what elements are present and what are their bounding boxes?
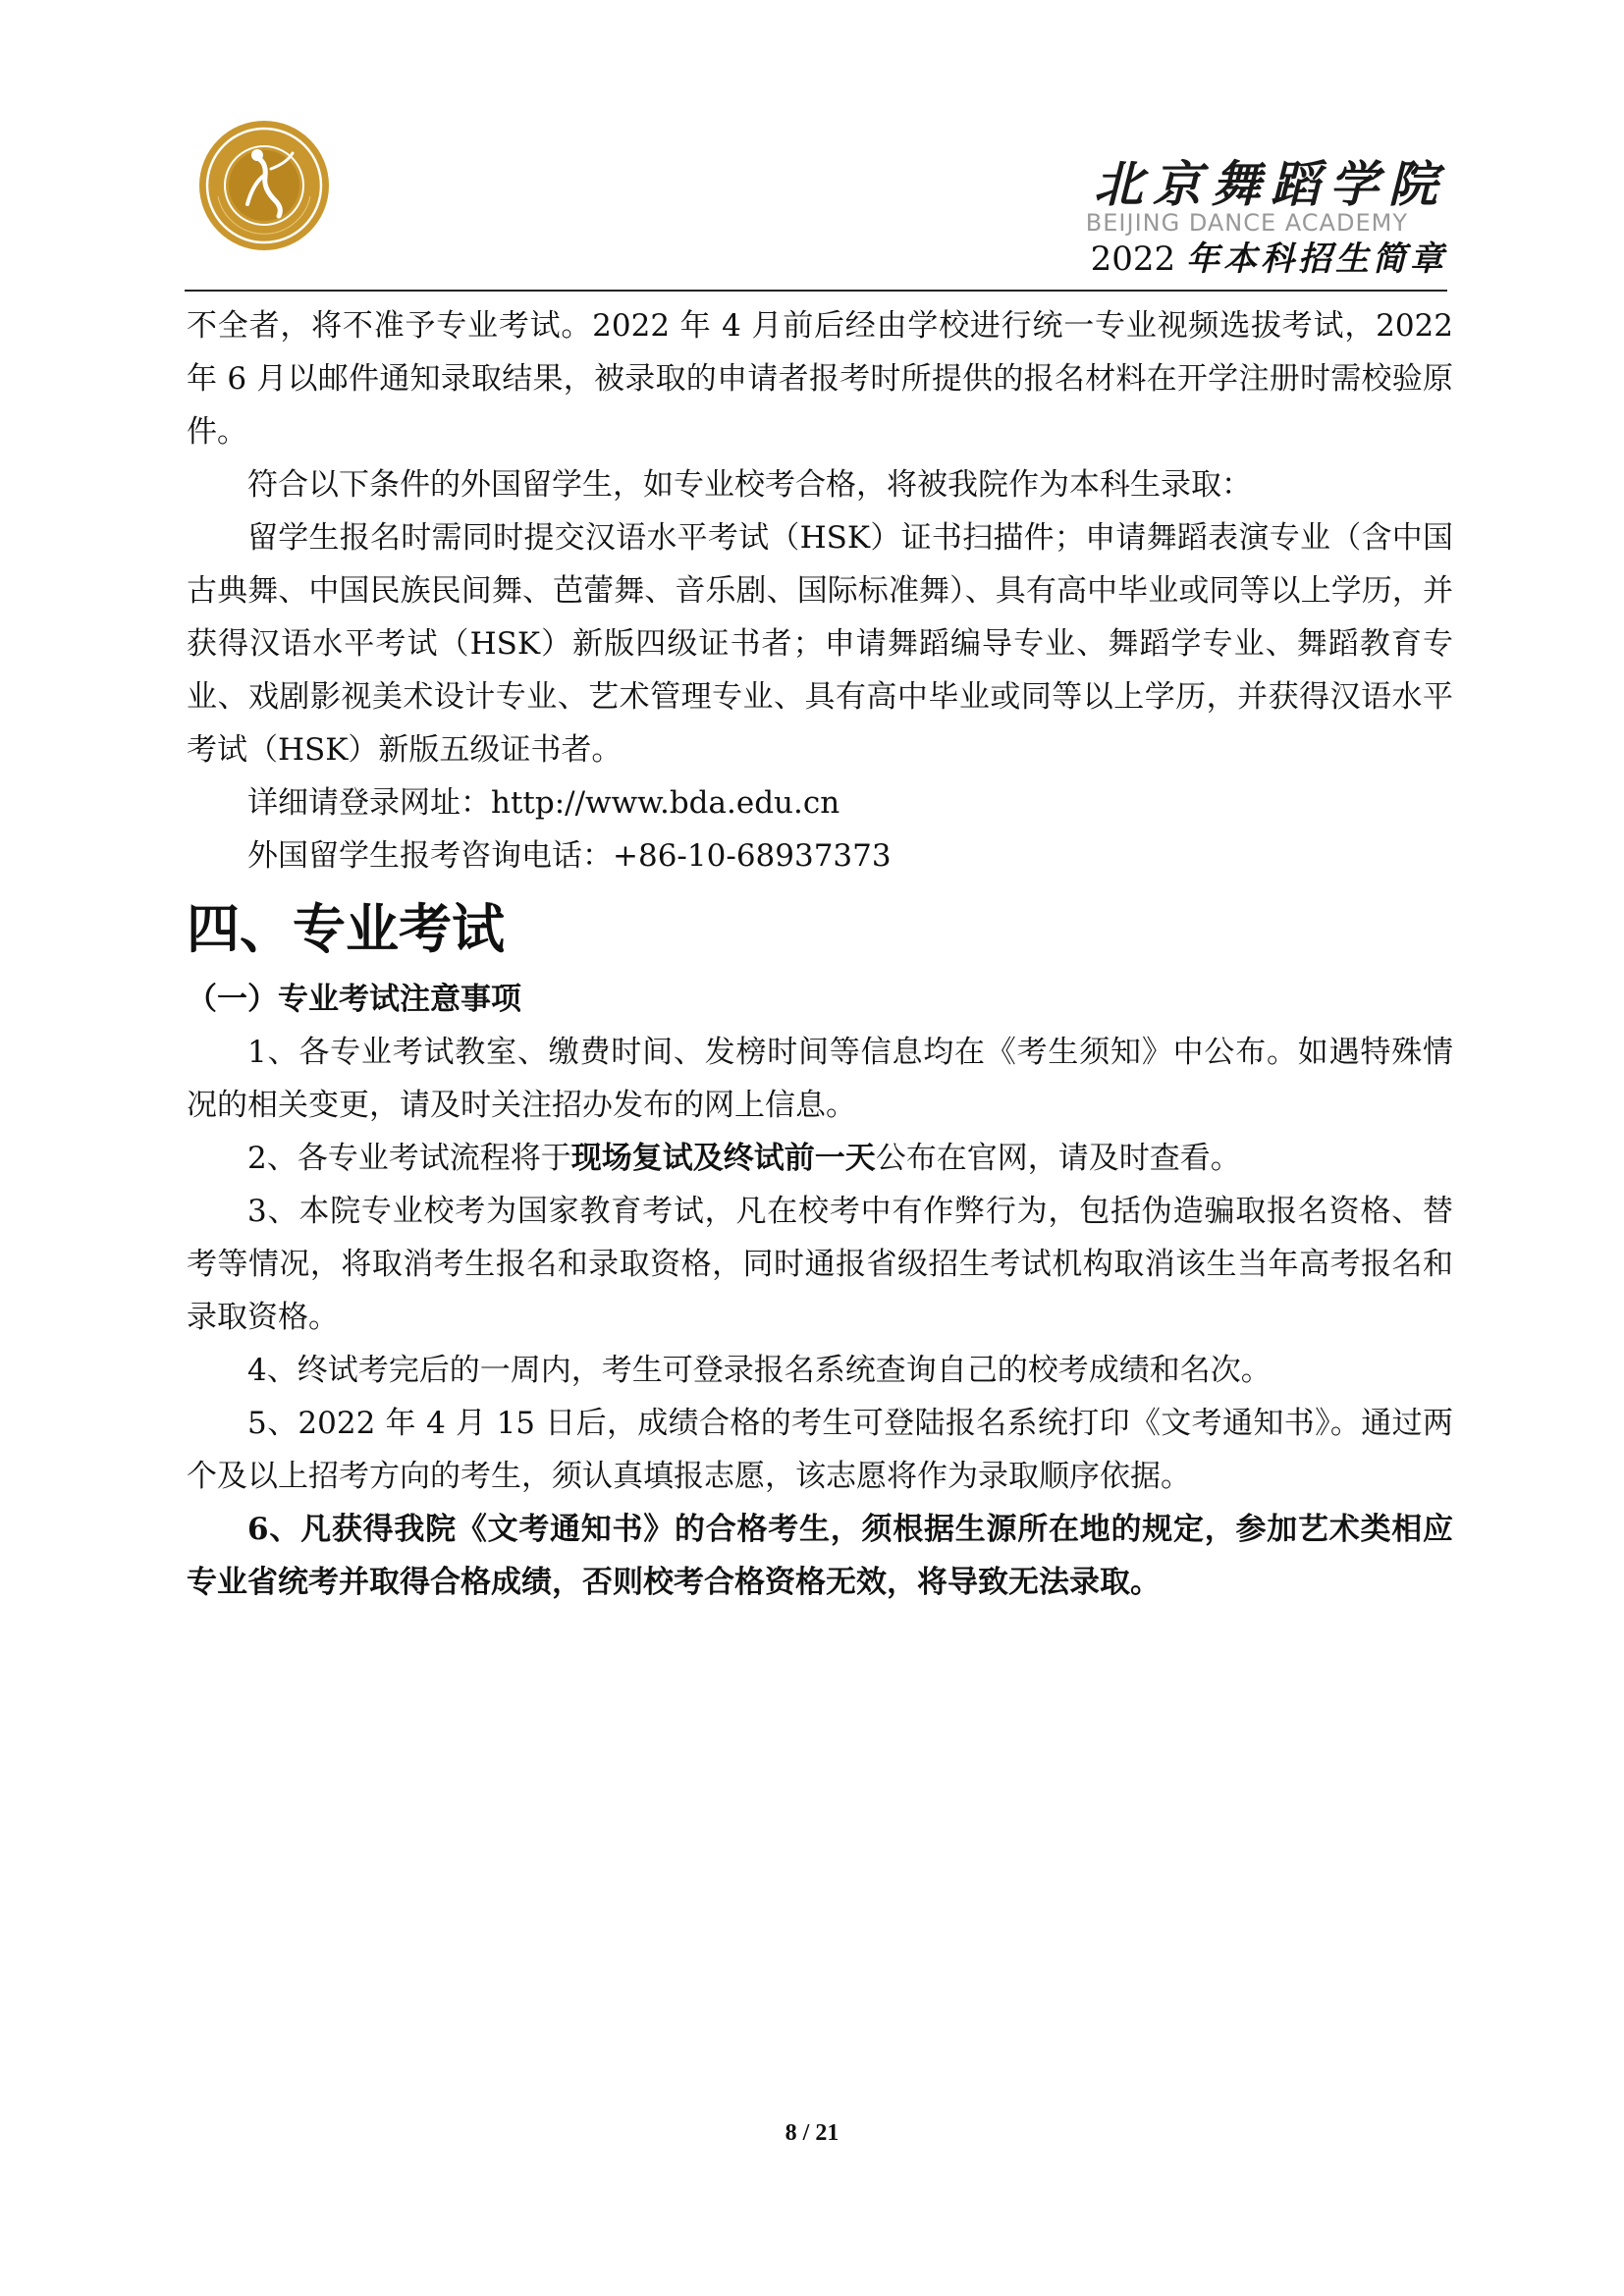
paragraph-phone <box>187 829 1453 882</box>
page-content <box>187 299 1453 1609</box>
school-seal-logo <box>196 118 332 253</box>
notice-item-5: 5、2022 年 4 月 15 日后，成绩合格的考生可登陆报名系统打印《文考通知书》。通过两个及以上招考方向的考生，须认真填报志愿，该志愿将作为录取顺序依据。 <box>187 1406 1453 1494</box>
notice-item-6-number: 6、 <box>247 1512 301 1547</box>
phone-label: 外国留学生报考咨询电话： <box>247 838 613 874</box>
school-name-en: BEIJING DANCE ACADEMY <box>1085 209 1408 237</box>
notice-item-2-text-a: 2、各专业考试流程将于 <box>247 1141 571 1176</box>
paragraph-foreign-students: 符合以下条件的外国留学生，如专业校考合格，将被我院作为本科生录取： <box>247 467 1252 503</box>
notice-item-6 <box>187 1503 1453 1609</box>
notice-item-2-text-c: 公布在官网，请及时查看。 <box>875 1141 1241 1176</box>
document-year: 2022 <box>1090 240 1176 279</box>
notice-item-4: 4、终试考完后的一周内，考生可登录报名系统查询自己的校考成绩和名次。 <box>247 1353 1272 1388</box>
notice-item-2-emphasis: 现场复试及终试前一天 <box>570 1141 876 1176</box>
school-name-cn: 北京舞蹈学院 <box>1094 155 1447 213</box>
document-title <box>1086 238 1447 281</box>
notice-item-2 <box>187 1132 1453 1185</box>
header-divider <box>185 290 1447 292</box>
paragraph-continuation: 不全者，将不准予专业考试。2022 年 4 月前后经由学校进行统一专业视频选拔考试，2022 年 6 月以邮件通知录取结果，被录取的申请者报考时所提供的报名材料在开学注册时需校验原件。 <box>187 308 1453 450</box>
paragraph-hsk-requirements: 留学生报名时需同时提交汉语水平考试（HSK）证书扫描件；申请舞蹈表演专业（含中国古典舞、中国民族民间舞、芭蕾舞、音乐剧、国际标准舞）、具有高中毕业或同等以上学历，并获得汉语水平考试（HSK）新版四级证书者；申请舞蹈编导专业、舞蹈学专业、舞蹈教育专业、戏剧影视美术设计专业、艺术管理专业、具有高中毕业或同等以上学历，并获得汉语水平考试（HSK）新版五级证书者。 <box>187 520 1453 768</box>
paragraph-website <box>187 776 1453 829</box>
website-label: 详细请登录网址： <box>247 785 491 821</box>
notice-item-3: 3、本院专业校考为国家教育考试，凡在校考中有作弊行为，包括伪造骗取报名资格、替考等情况，将取消考生报名和录取资格，同时通报省级招生考试机构取消该生当年高考报名和录取资格。 <box>187 1194 1453 1335</box>
website-url: http://www.bda.edu.cn <box>491 785 840 821</box>
phone-number: +86-10-68937373 <box>613 838 892 874</box>
subsection-heading: （一）专业考试注意事项 <box>187 982 521 1017</box>
notice-item-6-text: 凡获得我院《文考通知书》的合格考生，须根据生源所在地的规定，参加艺术类相应专业省统考并取得合格成绩，否则校考合格资格无效，将导致无法录取。 <box>187 1512 1454 1600</box>
header-branding <box>1086 157 1447 281</box>
document-title-text: 年本科招生简章 <box>1186 240 1447 279</box>
notice-item-1: 1、各专业考试教室、缴费时间、发榜时间等信息均在《考生须知》中公布。如遇特殊情况的相关变更，请及时关注招办发布的网上信息。 <box>187 1035 1453 1123</box>
section-heading: 四、专业考试 <box>187 898 505 960</box>
page-number: 8 / 21 <box>785 2120 839 2146</box>
